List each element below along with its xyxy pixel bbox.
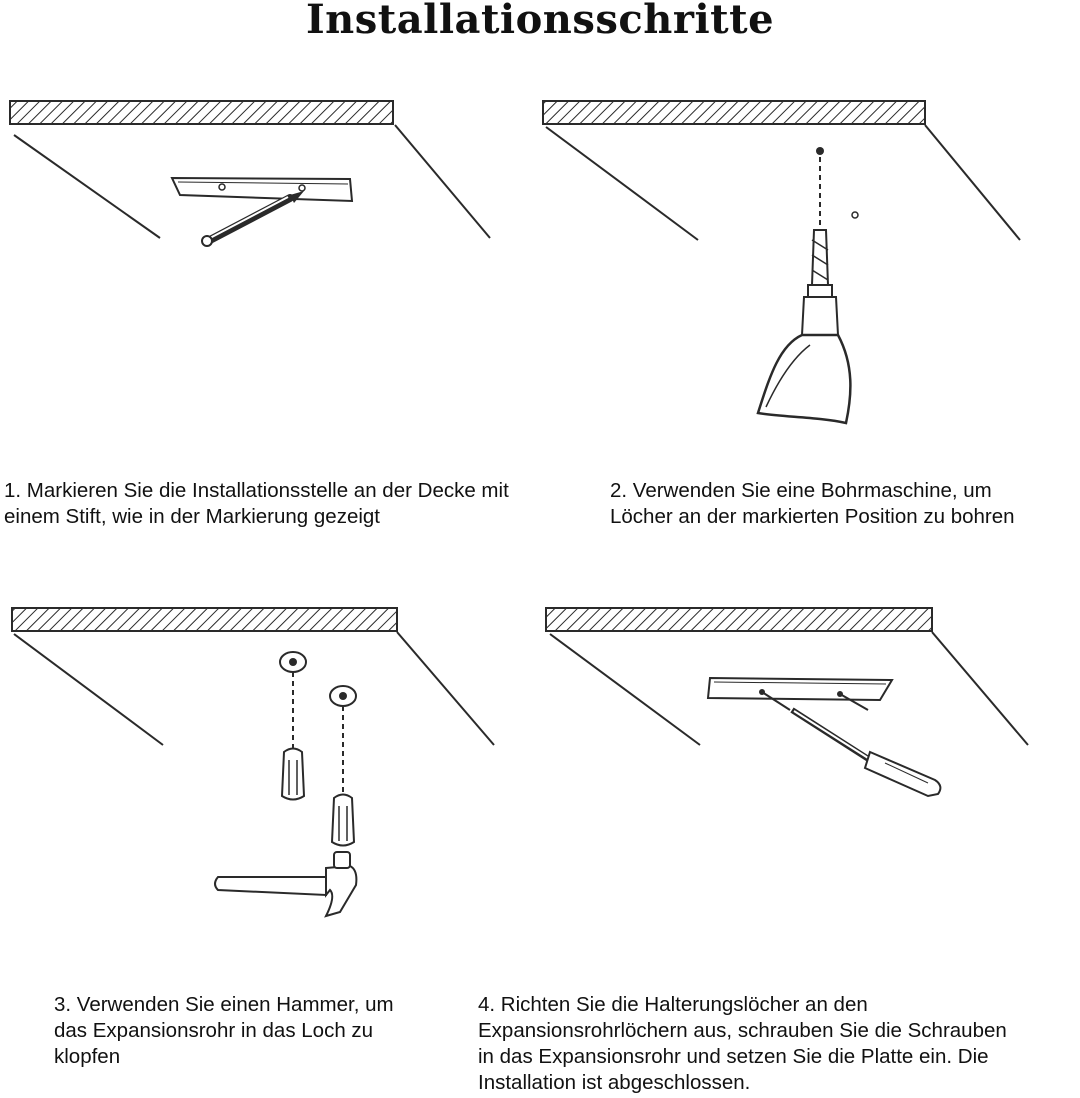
caption-line: das Expansionsrohr in das Loch zu — [54, 1019, 374, 1042]
caption-line: 2. Verwenden Sie eine Bohrmaschine, um — [610, 479, 992, 502]
mounting-plate — [172, 178, 352, 201]
ceiling-hatch — [10, 101, 393, 124]
caption-line: 4. Richten Sie die Halterungslöcher an den — [478, 993, 868, 1016]
pencil-icon — [202, 191, 304, 246]
step-2-caption — [610, 478, 1015, 530]
caption-line: Löcher an der markierten Position zu bohren — [610, 505, 1015, 528]
ceiling-hatch — [543, 101, 925, 124]
step-4-illustration — [540, 600, 1040, 810]
step-3-caption — [54, 992, 394, 1070]
drill-icon — [758, 230, 850, 423]
screw — [840, 694, 868, 710]
hammer-icon — [215, 852, 356, 916]
caption-line: in das Expansionsrohr und setzen Sie die Platte ein. Die — [478, 1045, 989, 1068]
expansion-anchor-icon — [282, 749, 304, 800]
caption-line: 1. Markieren Sie die Installationsstelle an der Decke mit — [4, 479, 509, 502]
step-3-illustration — [0, 600, 500, 930]
ceiling-diagram — [540, 600, 1040, 810]
step-2-illustration — [540, 95, 1030, 435]
ceiling-hatch — [12, 608, 397, 631]
ceiling-diagram — [0, 600, 500, 930]
ceiling-edge-left — [546, 127, 698, 240]
ceiling-edge-right — [925, 125, 1020, 240]
step-1-caption — [4, 478, 509, 530]
ceiling-diagram — [540, 95, 1030, 435]
caption-line: Installation ist abgeschlossen. — [478, 1071, 751, 1094]
caption-line: 3. Verwenden Sie einen Hammer, um — [54, 993, 394, 1016]
hole-mark — [852, 212, 858, 218]
screwdriver-icon — [792, 710, 940, 796]
ceiling-edge-left — [14, 634, 163, 745]
page-title: Installationsschritte — [305, 0, 775, 43]
caption-line: Expansionsrohrlöchern aus, schrauben Sie die Schrauben — [478, 1019, 1007, 1042]
hole-mark — [816, 147, 824, 155]
ceiling-edge-left — [550, 634, 700, 745]
step-4-caption — [478, 992, 1007, 1096]
caption-line: klopfen — [54, 1045, 121, 1068]
ceiling-diagram — [0, 95, 400, 265]
step-1-illustration — [0, 95, 400, 265]
expansion-anchor-icon — [332, 795, 354, 846]
ceiling-edge-right — [397, 632, 494, 745]
screw — [762, 692, 790, 710]
ceiling-edge-right — [395, 125, 490, 238]
ceiling-edge-left — [14, 135, 160, 238]
ceiling-edge-right — [932, 632, 1028, 745]
caption-line: einem Stift, wie in der Markierung gezeigt — [4, 505, 381, 528]
ceiling-hatch — [546, 608, 932, 631]
mounting-plate — [708, 678, 892, 700]
